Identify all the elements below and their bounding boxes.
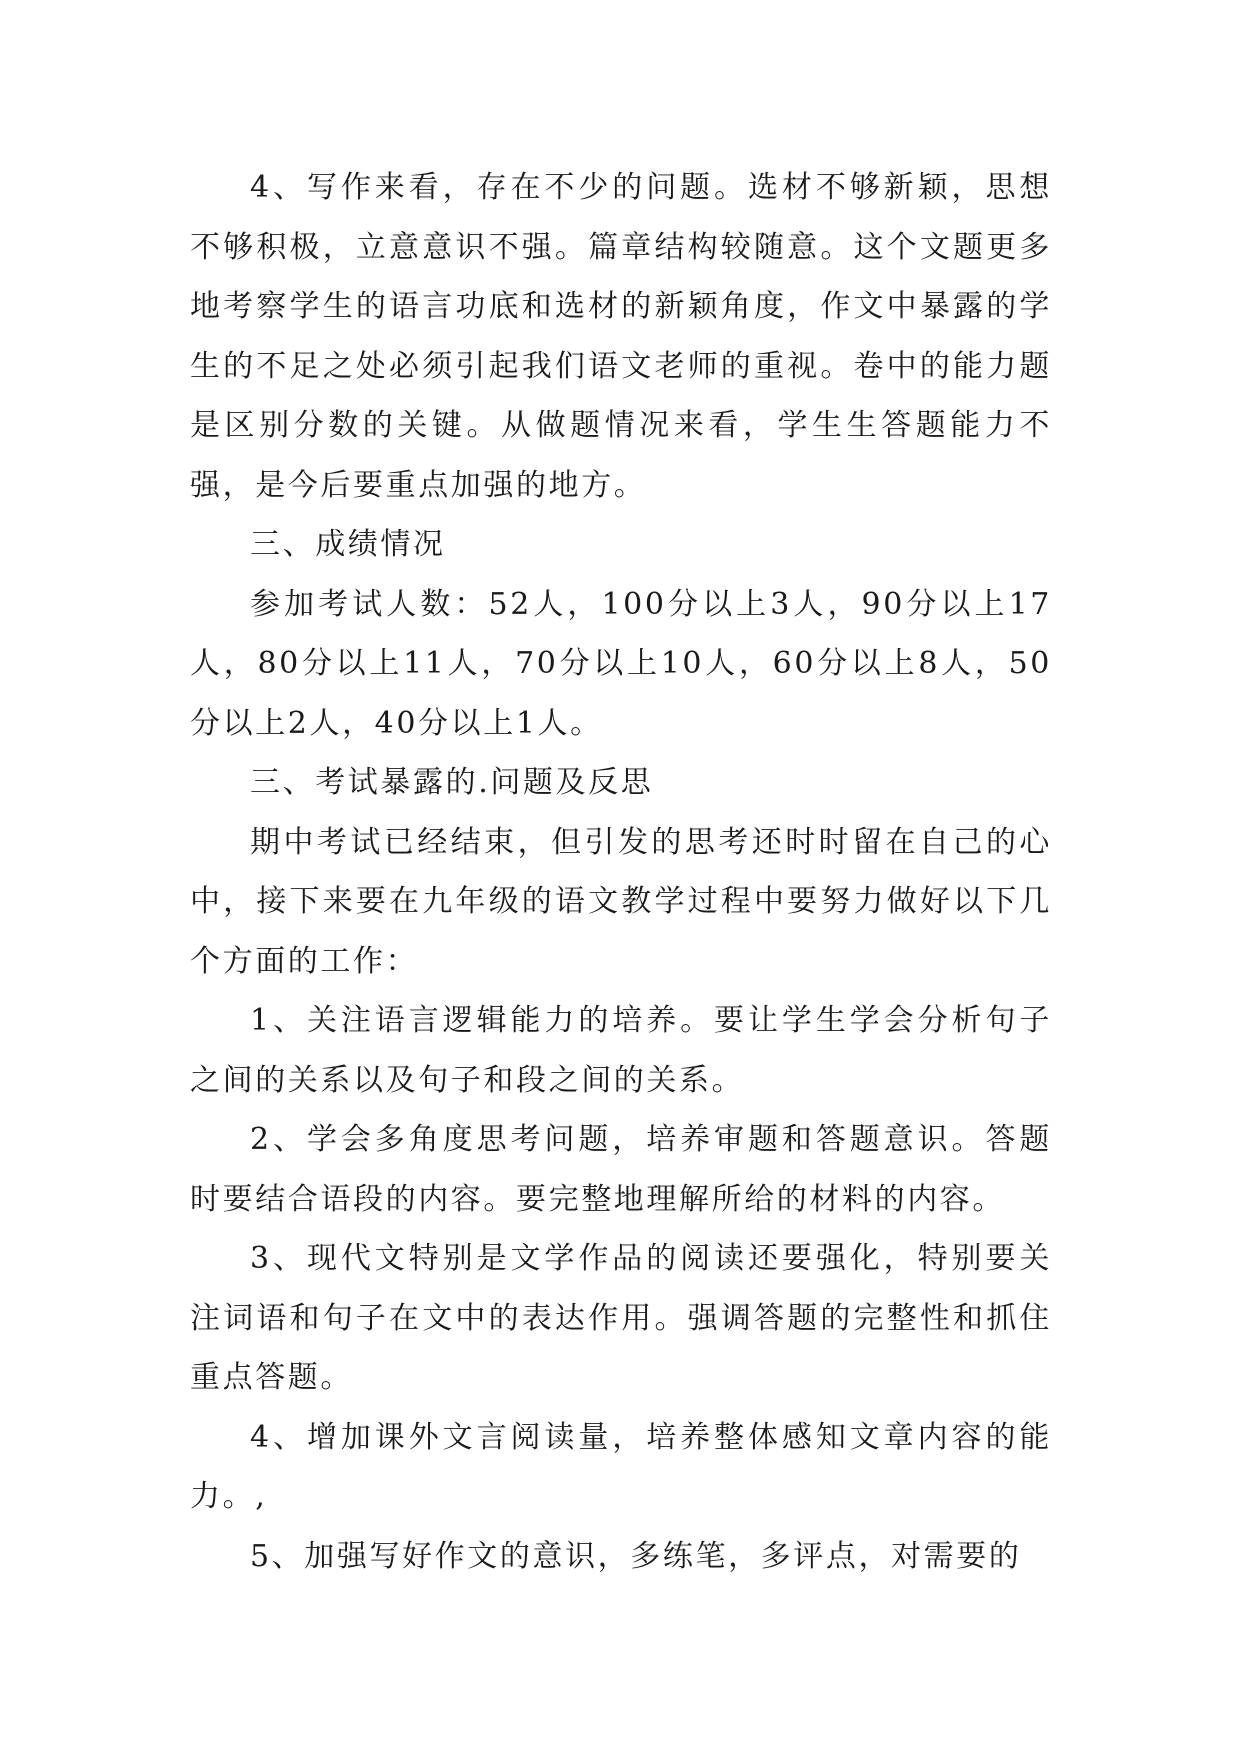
paragraph-writing-analysis: 4、写作来看，存在不少的问题。选材不够新颖，思想不够积极，立意意识不强。篇章结构较随意。这个文题更多地考察学生的语言功底和选材的新颖角度，作文中暴露的学生的不足之处必须引起我们语文老师的重视。卷中的能力题是区别分数的关键。从做题情况来看，学生生答题能力不强，是今后要重点加强的地方。 (190, 170, 1052, 503)
paragraph-score-distribution: 参加考试人数：52人，100分以上3人，90分以上17人，80分以上11人，70分以上10人，60分以上8人，50分以上2人，40分以上1人。 (190, 586, 1052, 741)
paragraph-item-2: 2、学会多角度思考问题，培养审题和答题意识。答题时要结合语段的内容。要完整地理解所给的材料的内容。 (190, 1122, 1052, 1217)
heading-scores: 三、成绩情况 (250, 527, 446, 562)
heading-problems-reflection: 三、考试暴露的.问题及反思 (250, 765, 654, 800)
paragraph-intro-reflection: 期中考试已经结束，但引发的思考还时时留在自己的心中，接下来要在九年级的语文教学过程中要努力做好以下几个方面的工作： (190, 824, 1052, 979)
paragraph-item-1: 1、关注语言逻辑能力的培养。要让学生学会分析句子之间的关系以及句子和段之间的关系。 (190, 1003, 1052, 1098)
paragraph-item-5: 5、加强写好作文的意识，多练笔，多评点，对需要的 (250, 1538, 1022, 1574)
document-body (190, 158, 1052, 1586)
paragraph-item-4: 4、增加课外文言阅读量，培养整体感知文章内容的能力。, (190, 1419, 1052, 1514)
paragraph-item-3: 3、现代文特别是文学作品的阅读还要强化，特别要关注词语和句子在文中的表达作用。强调答题的完整性和抓住重点答题。 (190, 1241, 1052, 1395)
